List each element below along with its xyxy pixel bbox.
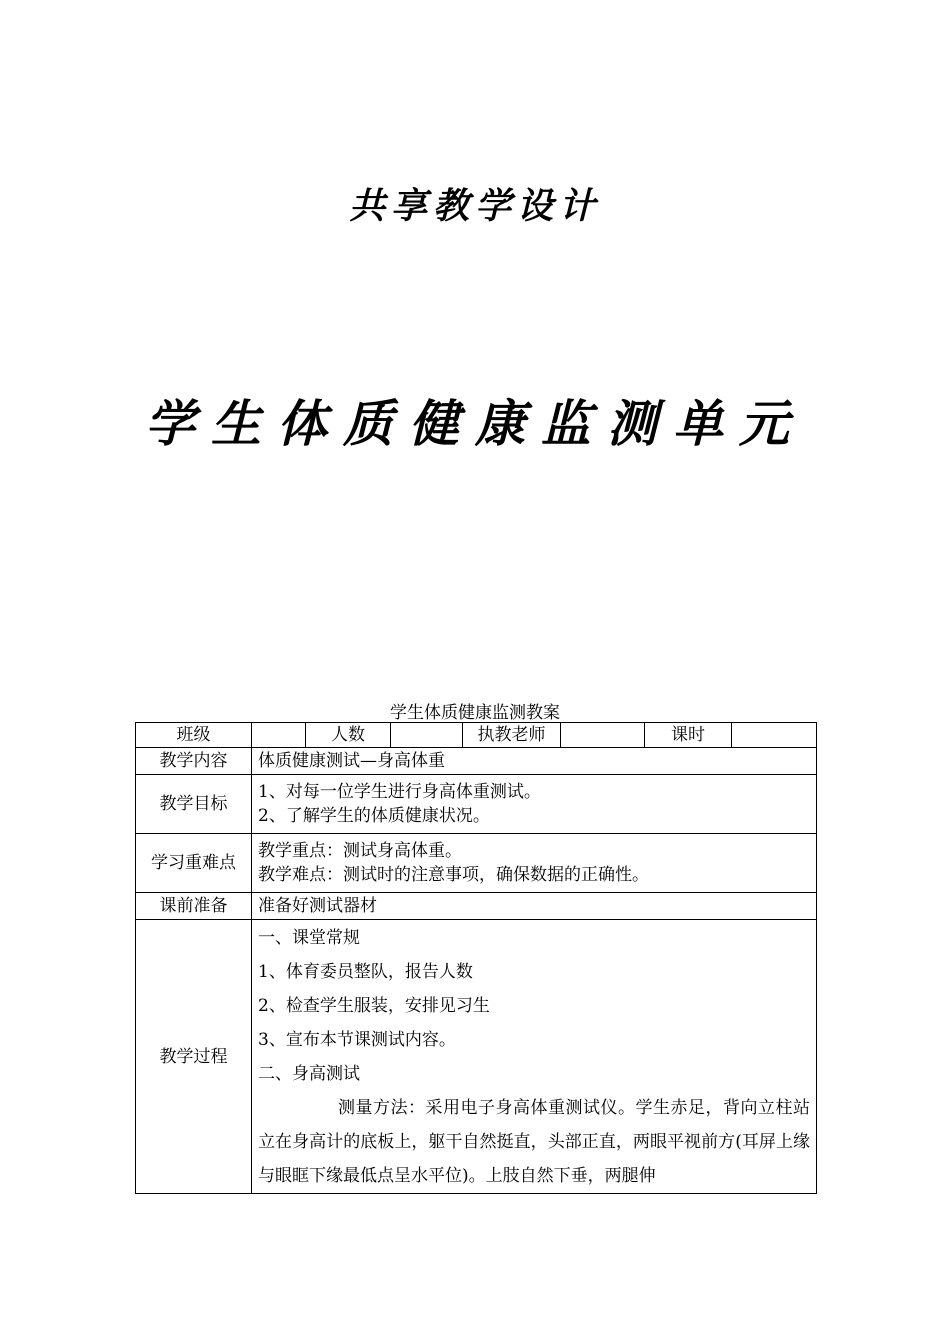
- period-label: 课时: [645, 723, 732, 748]
- key-points-cell: [252, 834, 817, 893]
- content-label: 教学内容: [136, 748, 252, 775]
- preparation-label: 课前准备: [136, 893, 252, 920]
- table-row: [136, 748, 817, 775]
- content-value: 体质健康测试—身高体重: [252, 748, 817, 775]
- table-row: [136, 893, 817, 920]
- process-line: 3、宣布本节课测试内容。: [258, 1029, 456, 1050]
- class-value: [252, 723, 306, 748]
- table-row: [136, 775, 817, 834]
- process-line: 二、身高测试: [258, 1063, 360, 1084]
- teacher-label: 执教老师: [463, 723, 561, 748]
- table-caption: 学生体质健康监测教案: [390, 703, 560, 723]
- process-line: 一、课堂常规: [258, 927, 360, 948]
- unit-title: 学生体质健康监测单元: [145, 394, 805, 453]
- process-label: 教学过程: [136, 920, 252, 1194]
- count-label: 人数: [306, 723, 391, 748]
- table-row: [136, 920, 817, 1194]
- goals-label: 教学目标: [136, 775, 252, 834]
- teacher-value: [561, 723, 645, 748]
- preparation-value: 准备好测试器材: [252, 893, 817, 920]
- class-label: 班级: [136, 723, 252, 748]
- key-point-line: 教学重点：测试身高体重。: [258, 841, 462, 861]
- table-row: [136, 834, 817, 893]
- table-row: [136, 723, 817, 748]
- process-line: 2、检查学生服装，安排见习生: [258, 995, 490, 1016]
- goal-line: 2、了解学生的体质健康状况。: [258, 806, 490, 826]
- measurement-method: 测量方法：采用电子身高体重测试仪。学生赤足，背向立柱站立在身高计的底板上，躯干自然挺直，头部正直，两眼平视前方(耳屏上缘与眼眶下缘最低点呈水平位)。上肢自然下垂，两腿伸: [258, 1097, 810, 1186]
- goals-cell: [252, 775, 817, 834]
- period-value: [732, 723, 817, 748]
- key-point-line: 教学难点：测试时的注意事项，确保数据的正确性。: [258, 865, 649, 885]
- goal-line: 1、对每一位学生进行身高体重测试。: [258, 782, 541, 802]
- share-title: 共享教学设计: [348, 185, 601, 227]
- key-points-label: 学习重难点: [136, 834, 252, 893]
- process-line: 1、体育委员整队，报告人数: [258, 961, 473, 982]
- count-value: [391, 723, 463, 748]
- lesson-plan-table: [135, 722, 817, 1194]
- process-cell: [252, 920, 817, 1194]
